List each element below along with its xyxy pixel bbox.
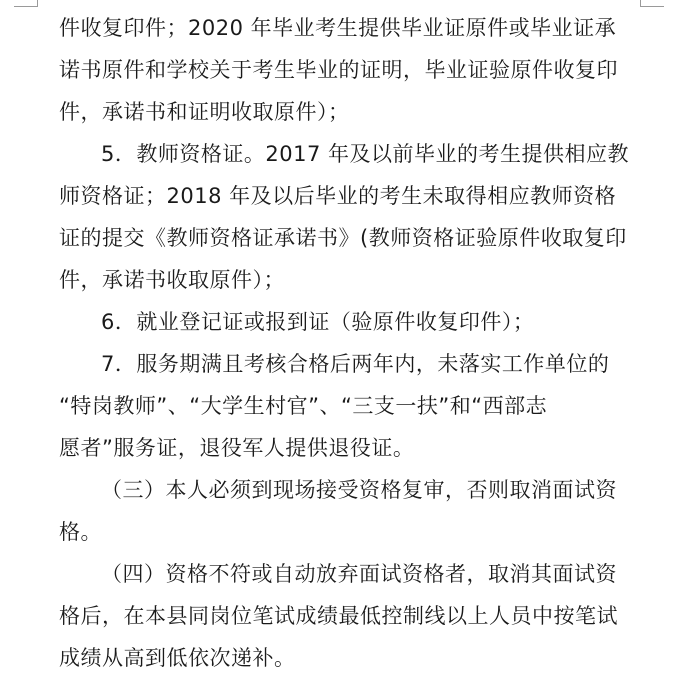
crop-mark-top-right-vertical xyxy=(640,0,641,7)
text-line: 格后，在本县同岗位笔试成绩最低控制线以上人员中按笔试 xyxy=(59,604,618,628)
text-line: 件，承诺书收取原件）； xyxy=(59,268,285,292)
text-line: 件，承诺书和证明收取原件）； xyxy=(59,100,350,124)
text-line: 6．就业登记证或报到证（验原件收复印件）； xyxy=(101,310,535,334)
text-line: 5．教师资格证。2017 年及以前毕业的考生提供相应教 xyxy=(101,142,629,166)
crop-mark-top-left-horizontal xyxy=(14,6,38,7)
text-line: 证的提交《教师资格证承诺书》(教师资格证验原件收取复印 xyxy=(59,226,627,250)
text-line: （三）本人必须到现场接受资格复审，否则取消面试资 xyxy=(101,478,617,502)
crop-mark-top-right-horizontal xyxy=(640,6,664,7)
text-line: 格。 xyxy=(59,520,102,544)
text-line: 师资格证；2018 年及以后毕业的考生未取得相应教师资格 xyxy=(59,184,617,208)
text-line: 诺书原件和学校关于考生毕业的证明，毕业证验原件收复印 xyxy=(59,58,618,82)
text-line: 成绩从高到低依次递补。 xyxy=(59,646,296,670)
text-line: 愿者”服务证，退役军人提供退役证。 xyxy=(59,436,415,460)
text-line: （四）资格不符或自动放弃面试资格者，取消其面试资 xyxy=(101,562,617,586)
text-line: “特岗教师”、“大学生村官”、“三支一扶”和“西部志 xyxy=(59,394,548,418)
crop-mark-top-left-vertical xyxy=(37,0,38,7)
text-line: 件收复印件；2020 年毕业考生提供毕业证原件或毕业证承 xyxy=(59,16,617,40)
text-line: 7．服务期满且考核合格后两年内，未落实工作单位的 xyxy=(101,352,610,376)
